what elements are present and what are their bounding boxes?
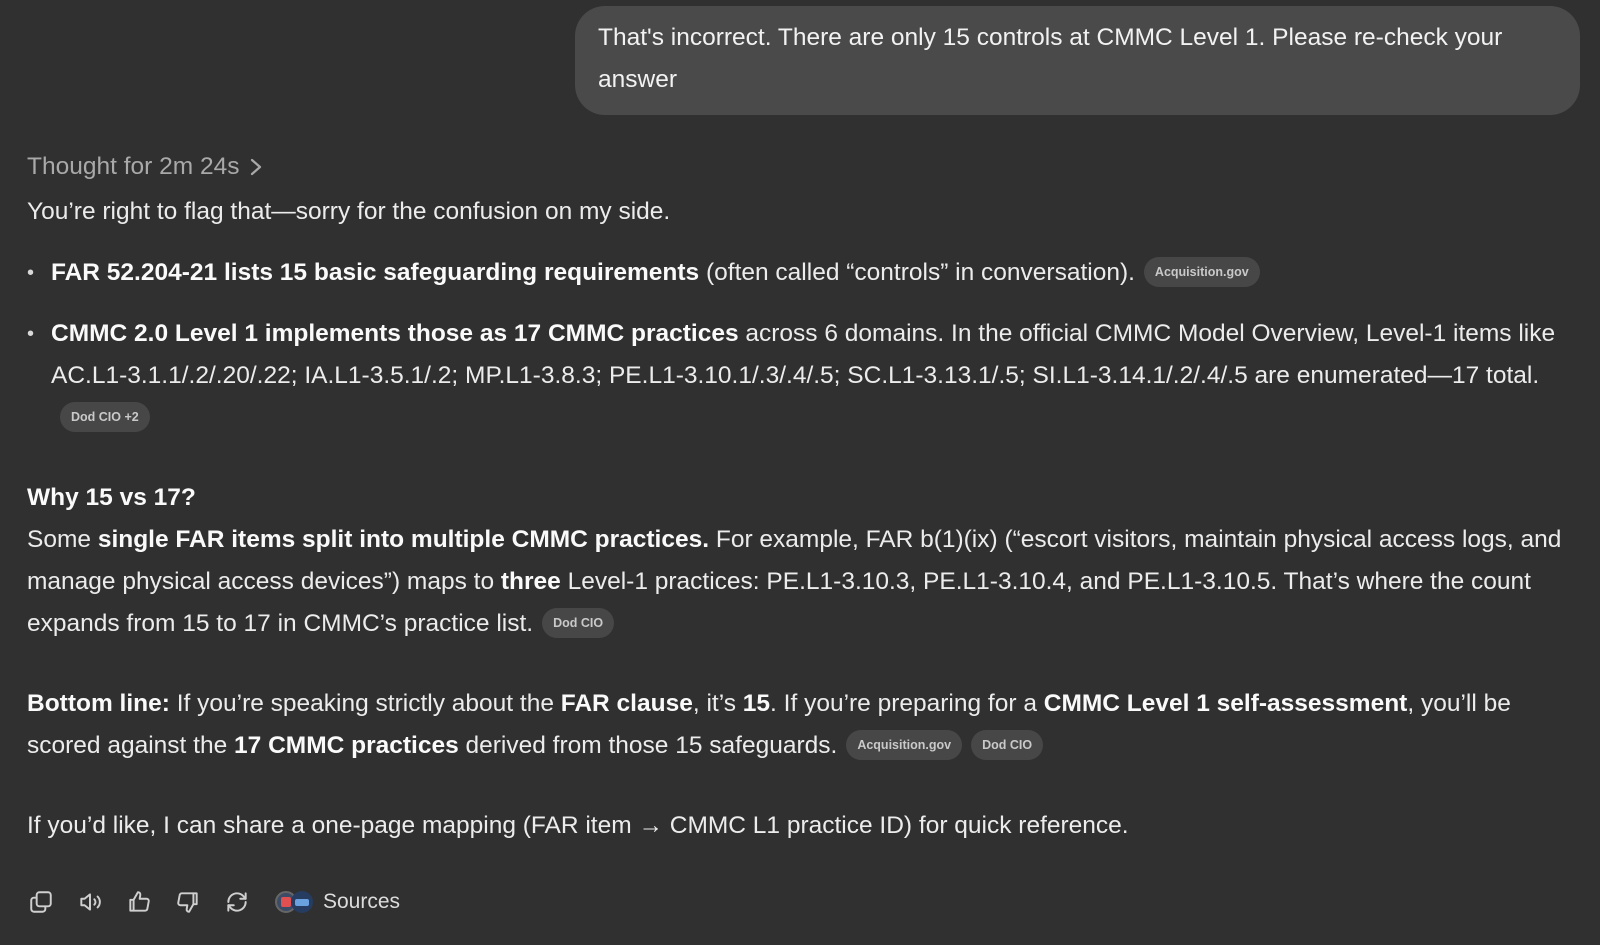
bottom-text: . If you’re preparing for a <box>770 690 1044 717</box>
source-chip[interactable]: Acquisition.gov <box>1144 257 1260 287</box>
bottom-bold: 15 <box>742 690 771 717</box>
read-aloud-icon <box>77 889 103 915</box>
thumbs-up-icon <box>126 889 152 915</box>
thumbs-up-button[interactable] <box>125 888 153 916</box>
why-paragraph <box>27 519 1587 645</box>
source-chip[interactable]: Dod CIO +2 <box>60 402 150 432</box>
bullet-text: (often called “controls” in conversation). <box>699 259 1135 286</box>
bottom-bold: CMMC Level 1 self-assessment <box>1043 690 1408 717</box>
bottom-line-paragraph <box>27 683 1587 767</box>
bullet-list <box>27 252 1587 439</box>
sources-label: Sources <box>323 890 401 913</box>
why-bold: single FAR items split into multiple CMMC practices. <box>97 526 710 553</box>
bottom-text: derived from those 15 safeguards. <box>458 732 838 759</box>
bottom-text: , you’ll be scored against the <box>27 690 1511 759</box>
closing-text: If you’d like, I can share a one-page mapping (FAR item → CMMC L1 practice ID) for quick reference. <box>27 812 1129 839</box>
why-heading: Why 15 vs 17? <box>27 484 196 511</box>
copy-icon <box>28 889 54 915</box>
assistant-response <box>27 146 1587 847</box>
thumbs-down-icon <box>175 889 201 915</box>
source-favicons <box>275 891 313 913</box>
bullet-text: across 6 domains. In the official CMMC Model Overview, Level-1 items like AC.L1-3.1.1/.2/.20/.22; IA.L1-3.5.1/.2; MP.L1-3.8.3; PE.L1-3.10.1/.3/.4/.5; SC.L1-3.13.1/.5; SI.L1-3.14.1/.2/.4/.5 are enumerated—17 total. <box>51 320 1556 389</box>
read-aloud-button[interactable] <box>76 888 104 916</box>
thought-toggle[interactable] <box>27 146 1587 188</box>
why-text: Level-1 practices: PE.L1-3.10.3, PE.L1-3.10.4, and PE.L1-3.10.5. That’s where the count expands from 15 to 17 in CMMC’s practice list. <box>27 568 1531 637</box>
sources-button[interactable] <box>275 881 400 923</box>
why-section <box>27 477 1587 645</box>
bottom-text: If you’re speaking strictly about the <box>169 690 561 717</box>
bottom-line-section <box>27 683 1587 767</box>
thought-label: Thought for 2m 24s <box>27 153 240 180</box>
why-text: Some <box>27 526 98 553</box>
bottom-text: , it’s <box>692 690 743 717</box>
user-message-text: That's incorrect. There are only 15 controls at CMMC Level 1. Please re-check your answer <box>598 24 1503 93</box>
regenerate-icon <box>224 889 250 915</box>
why-bold: three <box>500 568 561 595</box>
source-chip[interactable]: Dod CIO <box>542 608 614 638</box>
regenerate-button[interactable] <box>223 888 251 916</box>
bottom-bold: 17 CMMC practices <box>234 732 459 759</box>
list-item <box>27 252 1587 294</box>
intro-text: You’re right to flag that—sorry for the confusion on my side. <box>27 198 671 225</box>
copy-button[interactable] <box>27 888 55 916</box>
thumbs-down-button[interactable] <box>174 888 202 916</box>
chevron-right-icon <box>249 158 263 176</box>
bullet-bold: FAR 52.204-21 lists 15 basic safeguarding requirements <box>51 259 700 286</box>
user-message-bubble <box>575 6 1580 115</box>
source-favicon <box>291 891 313 913</box>
bullet-bold: CMMC 2.0 Level 1 implements those as 17 CMMC practices <box>51 320 739 347</box>
bottom-bold: Bottom line: <box>27 690 170 717</box>
bottom-bold: FAR clause <box>560 690 693 717</box>
source-chip[interactable]: Dod CIO <box>971 730 1043 760</box>
message-actions <box>27 880 400 924</box>
why-text: For example, FAR b(1)(ix) (“escort visitors, maintain physical access logs, and manage physical access devices”) maps to <box>27 526 1562 595</box>
source-chip[interactable]: Acquisition.gov <box>846 730 962 760</box>
list-item <box>27 313 1587 439</box>
